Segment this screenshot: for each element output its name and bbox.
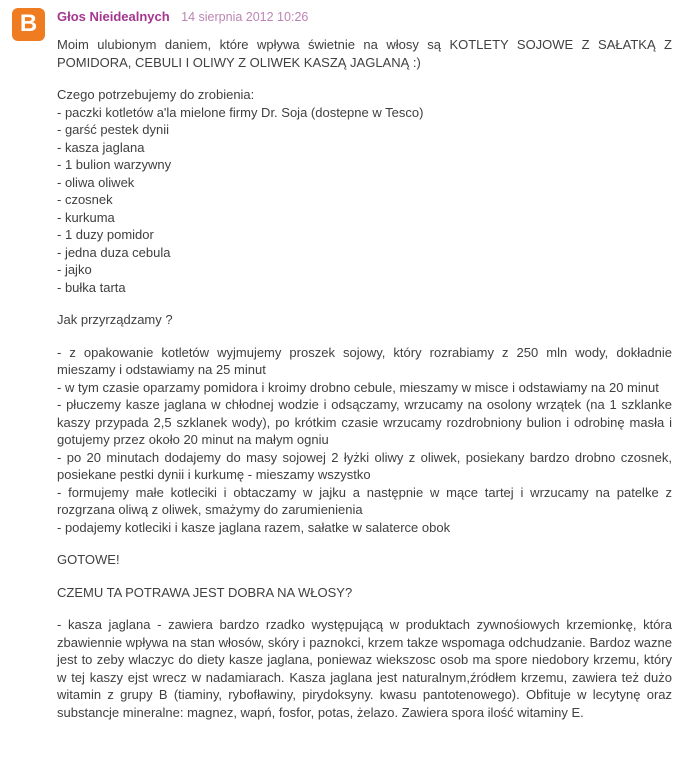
ingredient-item: - 1 bulion warzywny [57,157,172,172]
blogger-b-glyph: B [19,9,38,37]
why-heading: CZEMU TA POTRAWA JEST DOBRA NA WŁOSY? [57,584,353,600]
ingredient-item: - kasza jaglana [57,139,145,155]
ingredient-item: - garść pestek dynii [57,122,169,137]
method-step: - płuczemy kasze jaglana w chłodnej wodzie i odsączamy, wrzucamy na osolony wrzątek (na 1 szklanke kaszy przypada 2,5 szklanek wody), po krótkim czasie wrzucamy rozdrobniony bulion i odrobinę masła i gotujemy przez około 20 minut na małym ogniu [57,397,672,447]
method-step: - formujemy małe kotleciki i obtaczamy w jajku a następnie w mące tartej i wrzucamy na patelke z rozgrzana oliwą z oliwek, smażymy do zarumienienia [57,484,672,517]
ingredient-item: - jajko [57,262,92,277]
comment-content [57,8,672,736]
avatar-column [12,8,57,736]
ingredients-section [57,86,672,296]
method-heading: Jak przyrządzamy ? [57,312,173,327]
ingredient-item: - czosnek [57,192,113,207]
timestamp-link[interactable]: 14 sierpnia 2012 10:26 [181,10,309,24]
ingredient-item: - jedna duza cebula [57,244,171,260]
ingredients-heading: Czego potrzebujemy do zrobienia: [57,87,255,102]
ingredient-item: - paczki kotletów a'la mielone firmy Dr. Soja (dostepne w Tesco) [57,104,424,120]
author-link[interactable]: Głos Nieidealnych [57,9,170,24]
comment-meta [57,8,672,26]
ingredient-item: - bułka tarta [57,279,126,295]
method-steps [57,344,672,537]
method-step: - podajemy kotleciki i kasze jaglana razem, sałatke w salaterce obok [57,519,451,535]
ingredient-item: - kurkuma [57,209,115,225]
intro-paragraph: Moim ulubionym daniem, które wpływa świetnie na włosy są KOTLETY SOJOWE Z SAŁATKĄ Z POMIDORA, CEBULI I OLIWY Z OLIWEK KASZĄ JAGLANĄ :) [57,37,672,70]
ingredient-item: - oliwa oliwek [57,174,135,190]
ingredient-item: - 1 duzy pomidor [57,227,154,242]
method-step: - w tym czasie oparzamy pomidora i kroimy drobno cebule, mieszamy w misce i odstawiamy na 20 minut [57,379,659,395]
done-text: GOTOWE! [57,552,120,567]
method-step: - z opakowanie kotletów wyjmujemy proszek sojowy, który rozrabiamy z 250 mln wody, dokładnie mieszamy i odstawiamy na 25 minut [57,344,672,377]
method-step: - po 20 minutach dodajemy do masy sojowej 2 łyżki oliwy z oliwek, posiekany bardzo drobno czosnek, posiekane pestki dynii i kurkumę - mieszamy wszystko [57,449,672,482]
why-paragraph: - kasza jaglana - zawiera bardzo rzadko występującą w produktach zywnośiowych krzemionkę, która zbawiennie wpływa na stan włosów, skóry i paznokci, krzem takze wspomaga odchudzanie. Bardoz wazne jest to zeby wlaczyc do diety kasze jaglana, poniewaz wiekszosc osob ma spore niedobory krzemu, który w tej kaszy ejst wrecz w nadamiarach. Kasza jaglana jest naturalnym,źródłem krzemu, zawiera też dużo witamin z grupy B (tiaminy, rybofławiny, pirydoksyny. kwasu pantotenowego). Obfituje w lecytynę oraz substancje mineralne: magnez, wapń, fosfor, potas, żelazo. Zawiera spora ilość witaminy E. [57,617,672,720]
blogger-avatar-icon[interactable] [12,8,45,41]
